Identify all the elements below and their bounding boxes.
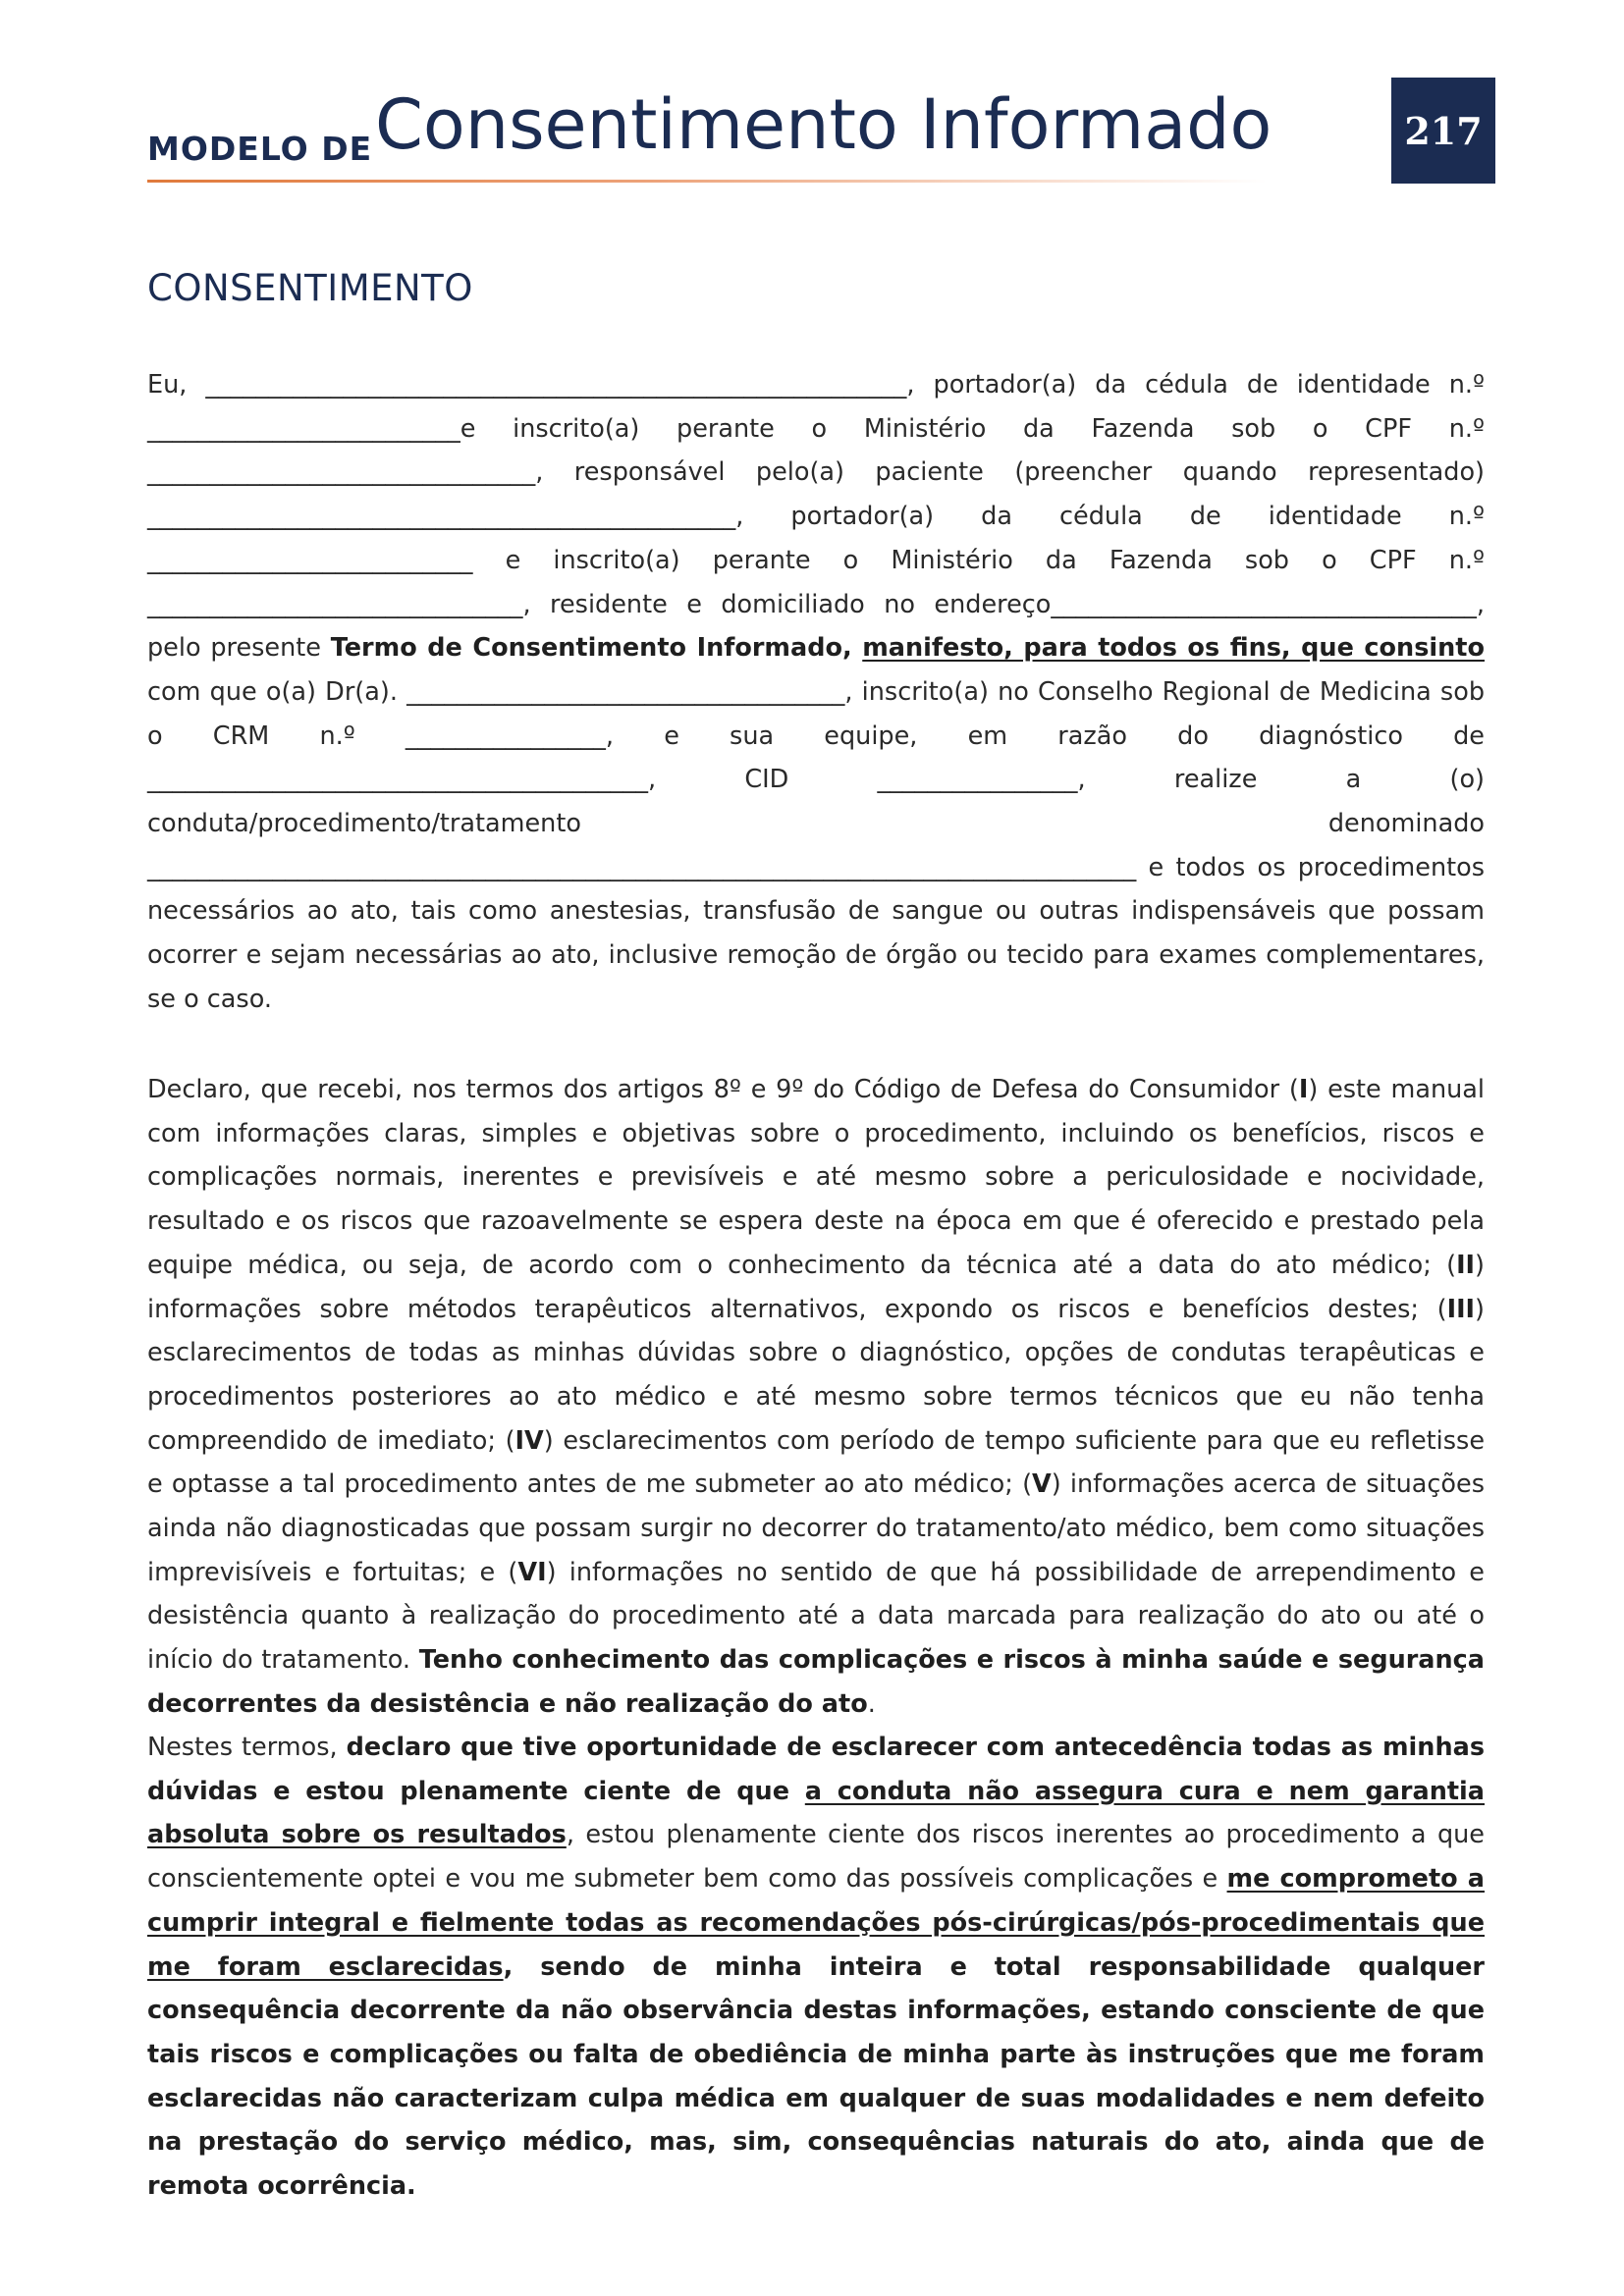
roman-numeral: VI bbox=[517, 1557, 547, 1587]
text-run: ) este manual com informações claras, simples e objetivas sobre o procedimento, incluindo os benefícios, riscos e complicações normais, inerentes e previsíveis e até mesmo sobre a periculosidade e nocividade, resultado e os riscos que razoavelmente se espera deste na época em que é oferecido e prestado pela equipe médica, ou seja, de acordo com o conhecimento da técnica até a data do ato médico; ( bbox=[147, 1075, 1486, 1280]
bold-text: , sendo de minha inteira e total responsabilidade qualquer consequência decorrente da não observância destas informações, estando consciente de que tais riscos e complicações ou falta de obediência de minha parte às instruções que me foram esclarecidas não caracterizam culpa médica em qualquer de suas modalidades e nem defeito na prestação do serviço médico, mas, sim, consequências naturais do ato, ainda que de remota ocorrência. bbox=[147, 1951, 1485, 2202]
header-title: Consentimento Informado bbox=[375, 84, 1272, 165]
text-run: ) informações no sentido de que há possibilidade de arrependimento e desistência quanto à realização do procedimento até a data marcada para realização do ato ou até o início do tratamento. bbox=[147, 1557, 1485, 1676]
header-prefix: MODELO DE bbox=[147, 130, 373, 168]
roman-numeral: II bbox=[1456, 1250, 1476, 1280]
roman-numeral: III bbox=[1446, 1294, 1476, 1324]
text-run: , estou plenamente ciente dos riscos inerentes ao procedimento a que conscientemente optei e vou me submeter bem como das possíveis complicações e bbox=[147, 1820, 1485, 1895]
text-run: ) esclarecimentos com período de tempo suficiente para que eu refletisse e optasse a tal procedimento antes de me submeter ao ato médico; ( bbox=[147, 1425, 1486, 1500]
roman-numeral: V bbox=[1032, 1469, 1052, 1500]
roman-numeral: I bbox=[1298, 1075, 1309, 1104]
bold-text: Termo de Consentimento Informado, bbox=[330, 633, 863, 664]
underlined-bold-text: me comprometo a cumprir integral e fielmente todas as recomendações pós-cirúrgicas/pós-procedimentais que me foram esclarecidas bbox=[147, 1864, 1485, 1982]
text-run: Declaro, que recebi, nos termos dos artigos 8º e 9º do Código de Defesa do Consumidor ( bbox=[147, 1075, 1299, 1104]
text-run: ) informações sobre métodos terapêuticos alternativos, expondo os riscos e benefícios destes; ( bbox=[147, 1250, 1485, 1324]
text-run: com que o(a) Dr(a). ___________________________________, inscrito(a) no Conselho Regional de Medicina sob o CRM n.º ________________, e sua equipe, em razão do diagnóstico de ________________________________________, CID ________________, realize a (o) conduta/procedimento/tratamento denominado _______________________________________________________________________________ e todos os procedimentos necessários ao ato, tais como anestesias, transfusão de sangue ou outras indispensáveis que possam ocorrer e sejam necessárias ao ato, inclusive remoção de órgão ou tecido para exames complementares, se o caso. bbox=[147, 676, 1485, 1014]
text-run: ) informações acerca de situações ainda não diagnosticadas que possam surgir no decorrer do tratamento/ato médico, bem como situações imprevisíveis e fortuitas; e ( bbox=[147, 1469, 1485, 1587]
underlined-bold-text: a conduta não assegura cura e nem garantia absoluta sobre os resultados bbox=[147, 1776, 1485, 1850]
text-run: ) esclarecimentos de todas as minhas dúvidas sobre o diagnóstico, opções de condutas terapêuticas e procedimentos posteriores ao ato médico e até mesmo sobre termos técnicos que eu não tenha compreendido de imediato; ( bbox=[147, 1294, 1485, 1456]
text-run: . bbox=[867, 1688, 876, 1719]
section-heading: CONSENTIMENTO bbox=[147, 267, 473, 309]
roman-numeral: IV bbox=[514, 1425, 544, 1456]
paragraph-terms-acknowledgement bbox=[147, 1726, 1485, 2209]
paragraph-information-received bbox=[147, 1068, 1485, 1727]
text-run: Nestes termos, bbox=[147, 1733, 347, 1762]
paragraph-consent-declaration bbox=[147, 363, 1485, 1022]
page-header bbox=[147, 84, 1272, 185]
page-number-badge: 217 bbox=[1391, 78, 1495, 184]
bold-text: declaro que tive oportunidade de esclarecer com antecedência todas as minhas dúvidas e estou plenamente ciente de que bbox=[147, 1733, 1485, 1806]
header-divider bbox=[147, 180, 1267, 183]
bold-text: Tenho conhecimento das complicações e riscos à minha saúde e segurança decorrentes da desistência e não realização do ato bbox=[147, 1645, 1485, 1719]
text-run: Eu, ________________________________________________________, portador(a) da cédula de identidade n.º _________________________e inscrito(a) perante o Ministério da Fazenda sob o CPF n.º _______________________________, responsável pelo(a) paciente (preencher quando representado) _______________________________________________, portador(a) da cédula de identidade n.º __________________________ e inscrito(a) perante o Ministério da Fazenda sob o CPF n.º ______________________________, residente e domiciliado no endereço__________________________________, pelo presente bbox=[147, 370, 1485, 664]
underlined-bold-text: manifesto, para todos os fins, que consinto bbox=[862, 633, 1485, 664]
